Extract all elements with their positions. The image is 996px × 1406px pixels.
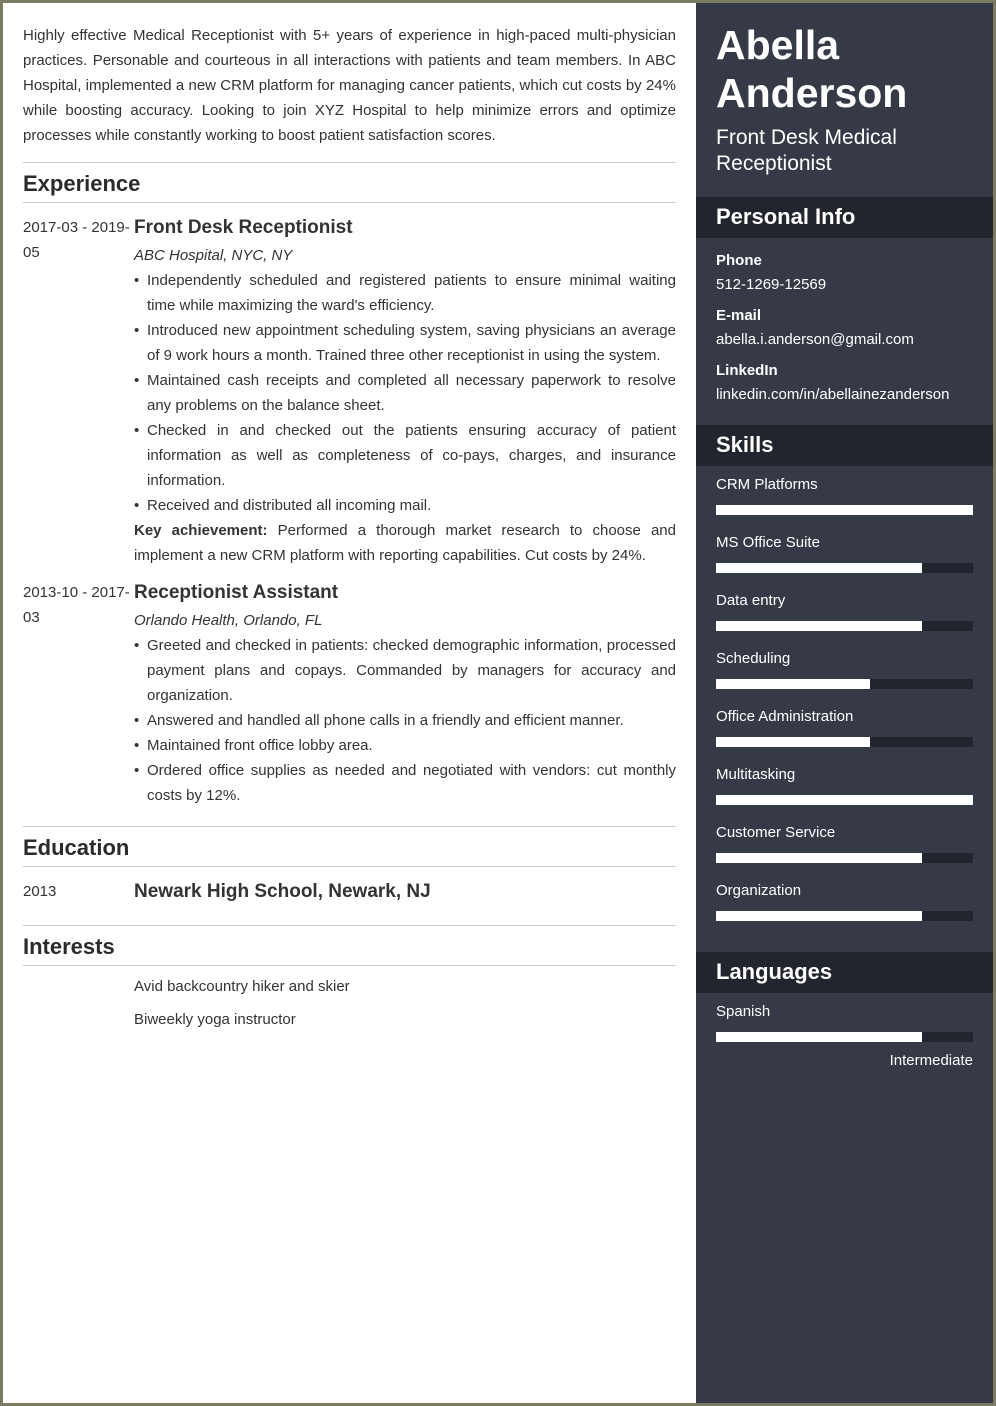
job-bullets (134, 268, 676, 518)
candidate-name: Abella Anderson (716, 22, 908, 116)
education-date: 2013 (23, 883, 57, 900)
job-bullets (134, 633, 676, 808)
info-value: 512-1269-12569 (716, 276, 827, 293)
candidate-title: Front Desk Medical Receptionist (716, 126, 897, 175)
skill-item (716, 766, 973, 805)
skill-bar-fill (716, 563, 922, 573)
job-bullet: • Independently scheduled and registered patients to ensure minimal waiting time while maximizing the ward's efficiency. (134, 268, 676, 318)
skill-bar (716, 911, 973, 921)
job-dates: 2017-03 - 2019-05 (23, 219, 130, 261)
skills-list (696, 466, 993, 952)
personal-info (696, 238, 993, 425)
job-organization: ABC Hospital, NYC, NY (134, 247, 293, 264)
skill-bar (716, 737, 973, 747)
interest-item: Biweekly yoga instructor (134, 1011, 296, 1028)
skill-item (716, 592, 973, 631)
job-bullet: • Received and distributed all incoming mail. (134, 493, 676, 518)
interests-heading: Interests (23, 925, 676, 966)
info-label: Phone (716, 252, 762, 269)
education-heading: Education (23, 826, 676, 867)
skill-bar (716, 679, 973, 689)
skill-bar-fill (716, 505, 973, 515)
skill-item (716, 824, 973, 863)
skill-item (716, 476, 973, 515)
education-school: Newark High School, Newark, NJ (134, 881, 431, 902)
sidebar (696, 3, 993, 1403)
info-value: abella.i.anderson@gmail.com (716, 331, 914, 348)
language-bar-fill (716, 1032, 922, 1042)
language-bar (716, 1032, 973, 1042)
skill-bar (716, 505, 973, 515)
personal-info-heading: Personal Info (696, 197, 993, 238)
summary: Highly effective Medical Receptionist with 5+ years of experience in high-paced multi-physician practices. Personable and courteous in all interactions with patients and team members. In ABC Hospital, implemented a new CRM platform for managing cancer patients, which cut costs by 24% while boosting accuracy. Looking to join XYZ Hospital to help minimize errors and optimize processes while constantly working to boost patient satisfaction scores. (23, 27, 676, 144)
skill-item (716, 708, 973, 747)
job-bullet: • Maintained front office lobby area. (134, 733, 676, 758)
skill-bar-fill (716, 621, 922, 631)
info-label: E-mail (716, 307, 762, 324)
job-bullet: • Introduced new appointment scheduling system, saving physicians an average of 9 work hours a month. Trained three other receptionist in using the system. (134, 318, 676, 368)
skill-name: MS Office Suite (716, 534, 820, 551)
skill-bar (716, 621, 973, 631)
main-column (3, 3, 696, 1403)
skill-name: Scheduling (716, 650, 791, 667)
education-entry (23, 879, 676, 907)
language-name: Spanish (716, 1003, 771, 1020)
skill-bar-fill (716, 853, 922, 863)
skill-item (716, 882, 973, 921)
skill-name: Data entry (716, 592, 786, 609)
job-bullet: • Ordered office supplies as needed and negotiated with vendors: cut monthly costs by 12%. (134, 758, 676, 808)
experience-heading: Experience (23, 162, 676, 203)
skill-name: Organization (716, 882, 802, 899)
job-title: Receptionist Assistant (134, 582, 339, 603)
skill-name: Office Administration (716, 708, 854, 725)
skill-bar (716, 563, 973, 573)
skill-bar (716, 795, 973, 805)
experience-entry (23, 215, 676, 568)
job-bullet: • Greeted and checked in patients: checked demographic information, processed payment plans and copays. Commanded by managers for accuracy and organization. (134, 633, 676, 708)
skill-bar (716, 853, 973, 863)
job-title: Front Desk Receptionist (134, 217, 353, 238)
experience-entry (23, 580, 676, 808)
skill-bar-fill (716, 679, 870, 689)
interest-item: Avid backcountry hiker and skier (134, 978, 350, 995)
skill-bar-fill (716, 911, 922, 921)
job-dates: 2013-10 - 2017-03 (23, 584, 130, 626)
job-bullet: • Checked in and checked out the patients ensuring accuracy of patient information as well as completeness of co-pays, charges, and insurance information. (134, 418, 676, 493)
skill-name: CRM Platforms (716, 476, 818, 493)
skill-name: Customer Service (716, 824, 836, 841)
languages-heading: Languages (696, 952, 993, 993)
info-label: LinkedIn (716, 362, 778, 379)
skill-bar-fill (716, 737, 870, 747)
job-organization: Orlando Health, Orlando, FL (134, 612, 323, 629)
skill-item (716, 534, 973, 573)
key-achievement: Key achievement: Performed a thorough market research to choose and implement a new CRM platform with reporting capabilities. Cut costs by 24%. (134, 522, 676, 564)
language-level: Intermediate (889, 1052, 973, 1069)
resume-page (3, 3, 993, 1403)
info-value: linkedin.com/in/abellainezanderson (716, 386, 950, 403)
skill-name: Multitasking (716, 766, 796, 783)
skill-item (716, 650, 973, 689)
skills-heading: Skills (696, 425, 993, 466)
language-item (716, 1003, 973, 1069)
skill-bar-fill (716, 795, 973, 805)
experience-list (23, 215, 676, 808)
languages-list (696, 993, 993, 1100)
job-bullet: • Answered and handled all phone calls in a friendly and efficient manner. (134, 708, 676, 733)
job-bullet: • Maintained cash receipts and completed all necessary paperwork to resolve any problems on the balance sheet. (134, 368, 676, 418)
